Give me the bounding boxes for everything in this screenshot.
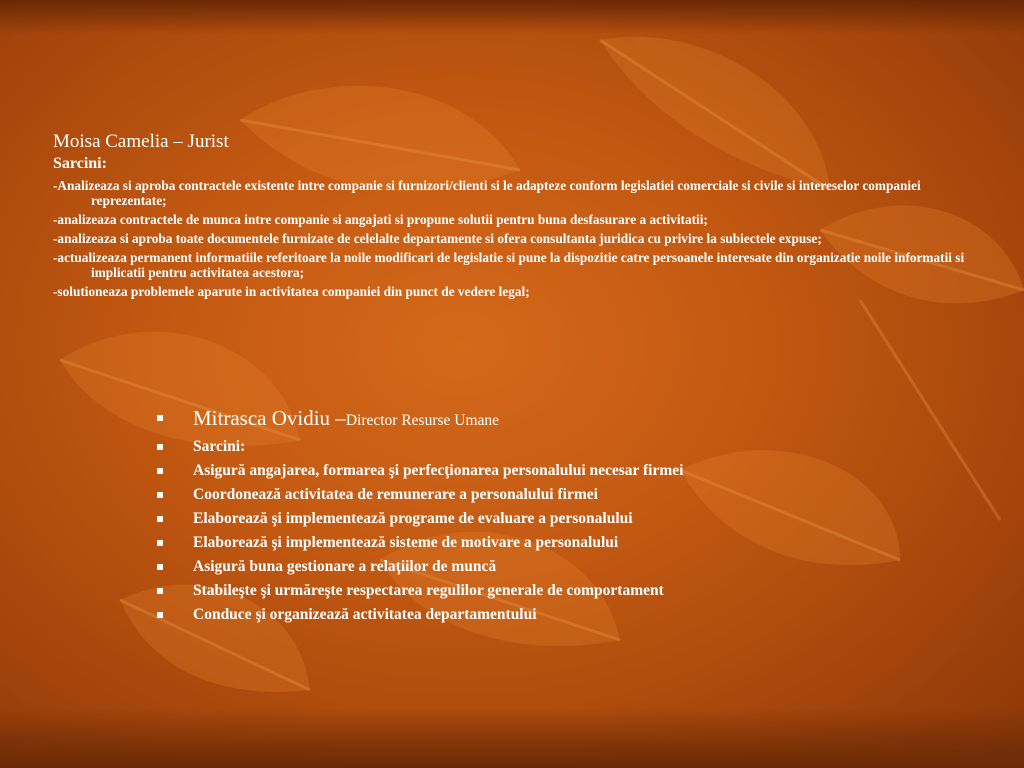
square-bullet-icon (157, 588, 163, 594)
square-bullet-icon (157, 516, 163, 522)
list-item (155, 555, 915, 579)
jurist-title: Moisa Camelia – Jurist (53, 131, 229, 152)
hr-task: Conduce şi organizează activitatea departamentului (193, 606, 537, 623)
bottom-shade (0, 708, 1024, 768)
square-bullet-icon (157, 612, 163, 618)
square-bullet-icon (157, 444, 163, 450)
hr-task: Asigură buna gestionare a relaţiilor de muncă (193, 558, 497, 575)
hr-task: Elaborează şi implementează sisteme de motivare a personalului (193, 534, 619, 551)
list-item (155, 483, 915, 507)
hr-director-name: Mitrasca Ovidiu – (193, 406, 346, 430)
hr-tasks-heading: Sarcini: (193, 438, 246, 455)
jurist-task: -Analizeaza si aproba contractele existente intre companie si furnizori/clienti si le adapteze conform legislatiei comerciale si civile si intereselor companiei reprezentate; (53, 178, 921, 208)
list-item (155, 459, 915, 483)
jurist-section (53, 130, 973, 303)
list-item (155, 507, 915, 531)
list-item (155, 579, 915, 603)
jurist-task: -solutioneaza problemele aparute in activitatea companiei din punct de vedere legal; (53, 284, 530, 299)
square-bullet-icon (157, 492, 163, 498)
hr-director-title (155, 404, 915, 435)
square-bullet-icon (157, 564, 163, 570)
square-bullet-icon (157, 540, 163, 546)
list-item (155, 531, 915, 555)
jurist-task: -analizeaza si aproba toate documentele furnizate de celelalte departamente si ofera consultanta juridica cu privire la subiectele expuse; (53, 231, 822, 246)
square-bullet-icon (157, 415, 163, 421)
list-item (155, 435, 915, 459)
list-item (155, 603, 915, 627)
jurist-task: -actualizeaza permanent informatiile referitoare la noile modificari de legislatie si pune la dispozitie catre persoanele interesate din organizatie noile informatii si implicatii pentru activitatea acestora; (53, 250, 965, 280)
hr-task: Coordonează activitatea de remunerare a personalului firmei (193, 486, 598, 503)
jurist-tasks-heading: Sarcini: (53, 155, 107, 172)
hr-director-role: Director Resurse Umane (345, 412, 500, 429)
hr-task: Stabileşte şi urmăreşte respectarea regulilor generale de comportament (193, 582, 664, 599)
hr-task: Asigură angajarea, formarea şi perfecţionarea personalului necesar firmei (193, 462, 684, 479)
hr-director-section (155, 404, 915, 627)
hr-task-list (155, 404, 915, 627)
jurist-task: -analizeaza contractele de munca intre companie si angajati si propune solutii pentru buna desfasurare a activitatii; (53, 212, 708, 227)
square-bullet-icon (157, 468, 163, 474)
hr-task: Elaborează şi implementează programe de evaluare a personalului (193, 510, 633, 527)
